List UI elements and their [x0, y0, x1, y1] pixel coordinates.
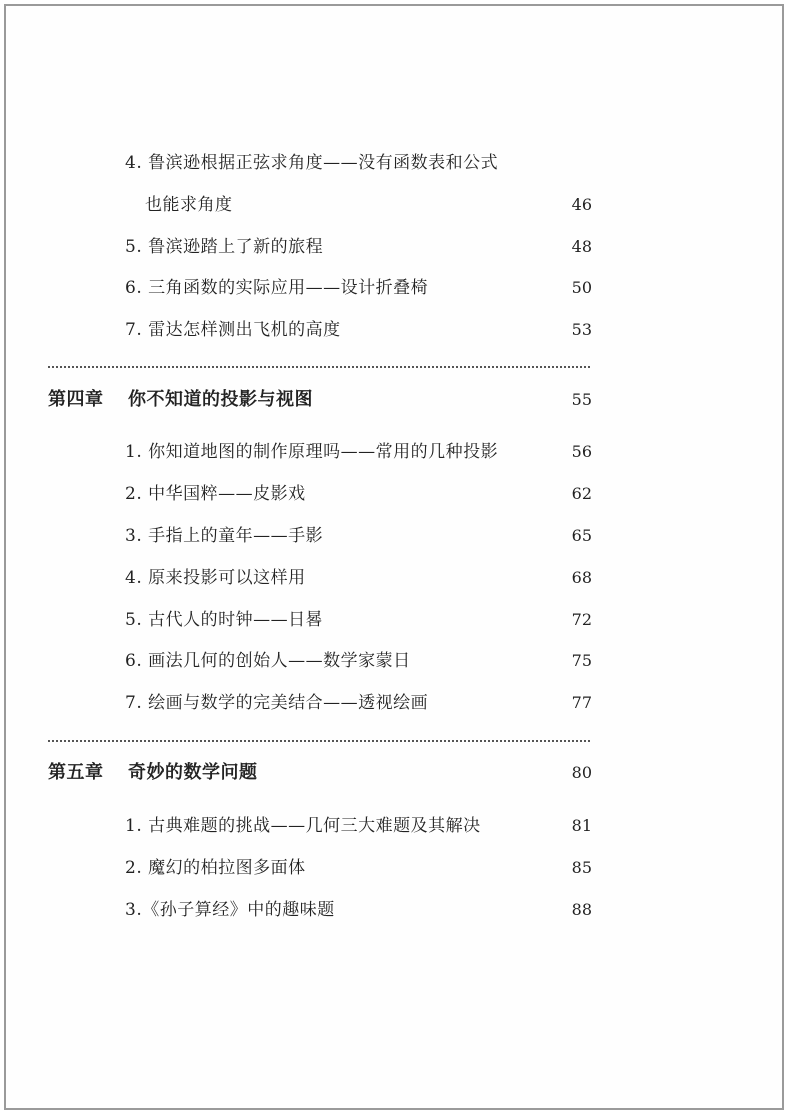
toc-entry-page: 56: [571, 442, 592, 461]
chapter-number: 第五章: [48, 762, 104, 783]
toc-entry: [0, 315, 790, 345]
toc-entry-title: 也能求角度: [145, 195, 233, 215]
toc-entry-page: 55: [571, 390, 592, 409]
toc-entry: [0, 232, 790, 262]
dotted-separator: [48, 366, 590, 368]
toc-entry-page: 53: [571, 320, 592, 339]
toc-entry-title: 3.《孙子算经》中的趣味题: [125, 900, 335, 920]
toc-entry-page: 68: [571, 568, 592, 587]
toc-entry: [0, 646, 790, 676]
toc-entry-page: 77: [571, 693, 592, 712]
toc-entry-title: 6. 三角函数的实际应用——设计折叠椅: [125, 278, 429, 298]
toc-entry-page: 81: [571, 816, 592, 835]
toc-entry-page: 80: [571, 763, 592, 782]
toc-entry: [0, 479, 790, 509]
toc-entry-page: 72: [571, 610, 592, 629]
toc-entry-title: 2. 魔幻的柏拉图多面体: [125, 858, 306, 878]
toc-entry-page: 48: [571, 237, 592, 256]
toc-chapter-heading: [0, 758, 790, 788]
toc-entry: [0, 853, 790, 883]
toc-entry-page: 88: [571, 900, 592, 919]
chapter-number: 第四章: [48, 389, 104, 410]
toc-entry: [0, 273, 790, 303]
toc-entry-title: 5. 鲁滨逊踏上了新的旅程: [125, 237, 324, 257]
toc-entry-page: 50: [571, 278, 592, 297]
toc-entry: [0, 688, 790, 718]
toc-entry-title: 3. 手指上的童年——手影: [125, 526, 324, 546]
toc-entry: [0, 605, 790, 635]
toc-entry-page: 62: [571, 484, 592, 503]
toc-entry-title: 7. 绘画与数学的完美结合——透视绘画: [125, 693, 429, 713]
chapter-title: 奇妙的数学问题: [128, 762, 258, 783]
toc-entry-title: 1. 古典难题的挑战——几何三大难题及其解决: [125, 816, 481, 836]
toc-entry: [0, 563, 790, 593]
toc-entry-title: 1. 你知道地图的制作原理吗——常用的几种投影: [125, 442, 499, 462]
toc-entry: [0, 148, 790, 178]
chapter-title: 你不知道的投影与视图: [128, 389, 313, 410]
toc-entry: [0, 811, 790, 841]
toc-entry-title: 5. 古代人的时钟——日晷: [125, 610, 324, 630]
toc-entry-continuation: [0, 190, 790, 220]
toc-entry-page: 75: [571, 651, 592, 670]
toc-entry-title: 2. 中华国粹——皮影戏: [125, 484, 306, 504]
toc-entry-page: 85: [571, 858, 592, 877]
toc-entry-title: 7. 雷达怎样测出飞机的高度: [125, 320, 341, 340]
toc-entry-title: 6. 画法几何的创始人——数学家蒙日: [125, 651, 411, 671]
toc-entry-title: 4. 鲁滨逊根据正弦求角度——没有函数表和公式: [125, 153, 499, 173]
toc-entry-page: 65: [571, 526, 592, 545]
toc-entry-title: 4. 原来投影可以这样用: [125, 568, 306, 588]
toc-entry: [0, 437, 790, 467]
toc-entry: [0, 895, 790, 925]
toc-entry-page: 46: [571, 195, 592, 214]
toc-chapter-heading: [0, 385, 790, 415]
toc-entry: [0, 521, 790, 551]
dotted-separator: [48, 740, 590, 742]
